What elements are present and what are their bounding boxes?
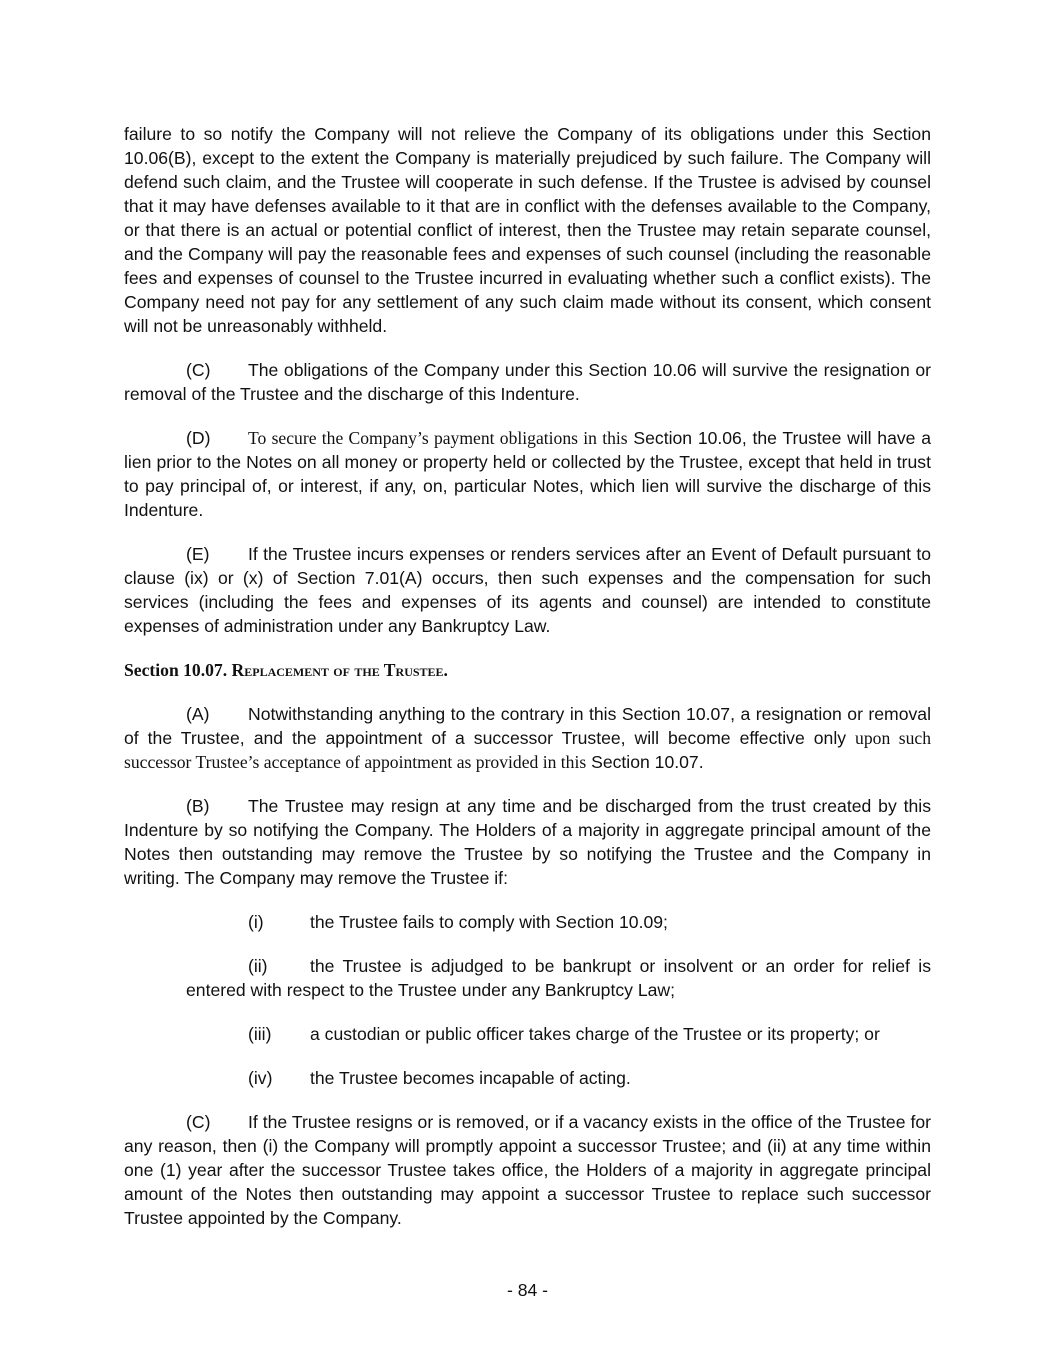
- page-number: - 84 -: [506, 1280, 549, 1300]
- list-item-iii: [248, 1022, 931, 1046]
- list-item-label: (ii): [248, 956, 268, 976]
- paragraph-label: (B): [186, 796, 210, 816]
- paragraph-label: (C): [186, 1112, 211, 1132]
- paragraph-text-end: Section 10.07.: [586, 752, 704, 772]
- paragraph-label: (E): [186, 544, 210, 564]
- list-item-i: [248, 910, 931, 934]
- list-item-label: (iv): [248, 1068, 273, 1088]
- paragraph-text-serif: To secure the Company’s payment obligations in this: [248, 428, 628, 448]
- list-item-label: (iii): [248, 1024, 272, 1044]
- document-page: [124, 122, 931, 1230]
- paragraph-c-1006: [124, 358, 931, 406]
- paragraph-text: Notwithstanding anything to the contrary in this Section 10.07, a resignation or removal of the Trustee, and the appointment of a successor Trustee, will become effective only: [124, 704, 931, 748]
- paragraph-b-1007: [124, 794, 931, 890]
- list-item-text: a custodian or public officer takes charge of the Trustee or its property; or: [310, 1024, 880, 1044]
- list-item-label: (i): [248, 912, 264, 932]
- section-heading: [124, 658, 931, 682]
- list-item-iv: [248, 1066, 931, 1090]
- paragraph-label: (C): [186, 360, 211, 380]
- paragraph-text: Section 10.06, the Trustee will have a lien prior to the Notes on all money or property held or collected by the Trustee, except that held in trust to pay principal of, or interest, if any, on, particular Notes, which lien will survive the discharge of this Indenture.: [124, 428, 931, 520]
- list-item-text: the Trustee fails to comply with Section 10.09;: [310, 912, 668, 932]
- paragraph-c-1007: [124, 1110, 931, 1230]
- list-item-text: the Trustee becomes incapable of acting.: [310, 1068, 631, 1088]
- list-item-ii: [186, 954, 931, 1002]
- paragraph-label: (D): [186, 428, 211, 448]
- list-item-text: the Trustee is adjudged to be bankrupt or insolvent or an order for relief is entered with respect to the Trustee under any Bankruptcy Law;: [186, 956, 931, 1000]
- paragraph-e-1006: [124, 542, 931, 638]
- paragraph-text: The Trustee may resign at any time and be discharged from the trust created by this Indenture by so notifying the Company. The Holders of a majority in aggregate principal amount of the Notes then outstanding may remove the Trustee by so notifying the Trustee and the Company in writing. The Company may remove the Trustee if:: [124, 796, 931, 888]
- paragraph-text: The obligations of the Company under this Section 10.06 will survive the resignation or removal of the Trustee and the discharge of this Indenture.: [124, 360, 931, 404]
- section-title: Replacement of the Trustee.: [231, 660, 448, 680]
- section-number: Section 10.07.: [124, 660, 228, 680]
- paragraph-label: (A): [186, 704, 210, 724]
- paragraph-text-serif: upon such successor Trustee’s acceptance of appointment as provided in this: [124, 728, 931, 772]
- paragraph-text: If the Trustee incurs expenses or renders services after an Event of Default pursuant to clause (ix) or (x) of Section 7.01(A) occurs, then such expenses and the compensation for such services (including the fees and expenses of its agents and counsel) are intended to constitute expenses of administration under any Bankruptcy Law.: [124, 544, 931, 636]
- paragraph-a-1007: [124, 702, 931, 774]
- paragraph-continuation: failure to so notify the Company will not relieve the Company of its obligations under this Section 10.06(B), except to the extent the Company is materially prejudiced by such failure. The Company will defend such claim, and the Trustee will cooperate in such defense. If the Trustee is advised by counsel that it may have defenses available to it that are in conflict with the defenses available to the Company, or that there is an actual or potential conflict of interest, then the Trustee may retain separate counsel, and the Company will pay the reasonable fees and expenses of such counsel (including the reasonable fees and expenses of counsel to the Trustee incurred in evaluating whether such a conflict exists). The Company need not pay for any settlement of any such claim made without its consent, which consent will not be unreasonably withheld.: [124, 124, 931, 336]
- paragraph-d-1006: [124, 426, 931, 522]
- paragraph-text: If the Trustee resigns or is removed, or if a vacancy exists in the office of the Trustee for any reason, then (i) the Company will promptly appoint a successor Trustee; and (ii) at any time within one (1) year after the successor Trustee takes office, the Holders of a majority in aggregate principal amount of the Notes then outstanding may appoint a successor Trustee to replace such successor Trustee appointed by the Company.: [124, 1112, 931, 1228]
